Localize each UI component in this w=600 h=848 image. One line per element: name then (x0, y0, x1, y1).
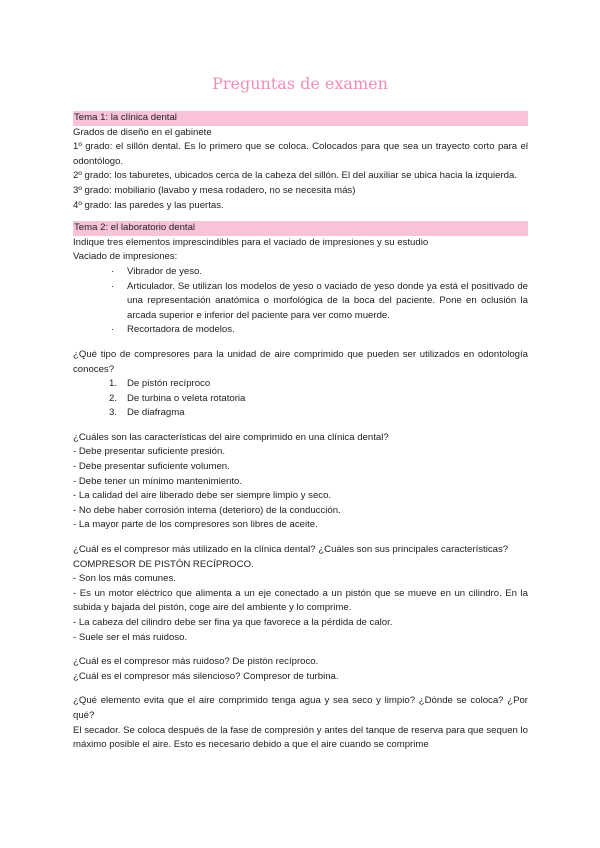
section-heading-tema1: Tema 1: la clínica dental (73, 111, 528, 126)
question-ruidoso: ¿Cuál es el compresor más ruidoso? De pistón recíproco. (73, 656, 319, 668)
answer-line: - Es un motor eléctrico que alimenta a un eje conectado a un pistón que se mueve en un cilindro. En la subida y bajada del pistón, coge aire del ambiente y lo comprime. (73, 587, 528, 614)
answer-line: - No debe haber corrosión interna (deterioro) de la conducción. (73, 504, 341, 516)
answer-line: - Debe presentar suficiente presión. (73, 446, 225, 458)
answer-line: - La calidad del aire liberado debe ser siempre limpio y seco. (73, 490, 332, 502)
bullet-icon: · (111, 324, 115, 336)
tema1-subheading: Grados de diseño en el gabinete (73, 126, 212, 138)
list-item (73, 377, 528, 392)
tema2-bullet-list (73, 265, 528, 338)
list-item-text: Articulador. Se utilizan los modelos de yeso o vaciado de yeso donde ya está el positivado de una representación anatómica o morfológica de la boca del paciente. Pone en oclusión la arcada superior e inferior del paciente para ver como muerde. (127, 280, 528, 321)
tema1-line: 1º grado: el sillón dental. Es lo primero que se coloca. Colocados para que sea un trayecto corto para el odontólogo. (73, 141, 528, 167)
list-item (73, 392, 528, 407)
list-number: 3. (109, 407, 118, 419)
list-item-text: Recortadora de modelos. (127, 324, 235, 336)
answer-line: - Son los más comunes. (73, 573, 176, 585)
tema2-intro: Vaciado de impresiones: (73, 251, 178, 263)
page-title: Preguntas de examen (212, 74, 388, 93)
answer-line: - La mayor parte de los compresores son libres de aceite. (73, 519, 318, 531)
question-secador: ¿Qué elemento evita que el aire comprimido tenga agua y sea seco y limpio? ¿Dónde se coloca? ¿Por qué? (73, 695, 528, 721)
answer-secador: El secador. Se coloca después de la fase de compresión y antes del tanque de reserva para que sequen lo máximo posible el aire. Esto es necesario debido a que el aire cuando se comprime (73, 724, 528, 751)
list-number: 1. (109, 378, 118, 390)
tema1-line: 3º grado: mobiliario (lavabo y mesa rodadero, no se necesita más) (73, 184, 356, 196)
tema2-question: Indique tres elementos imprescindibles para el vaciado de impresiones y su estudio (73, 236, 429, 248)
list-item (73, 280, 528, 324)
list-item-text: De pistón recíproco (127, 378, 211, 390)
list-item-text: De diafragma (127, 407, 185, 419)
answer-title: COMPRESOR DE PISTÓN RECÍPROCO. (73, 558, 254, 570)
list-item-text: Vibrador de yeso. (127, 265, 203, 277)
answer-line: - Suele ser el más ruidoso. (73, 631, 188, 643)
tema1-line: 2º grado: los taburetes, ubicados cerca de la cabeza del sillón. El del auxiliar se ubica hacia la izquierda. (73, 170, 518, 182)
answer-line: - La cabeza del cilindro debe ser fina ya que favorece a la pérdida de calor. (73, 617, 393, 628)
answer-line: - Debe tener un mínimo mantenimiento. (73, 475, 243, 487)
list-item-text: De turbina o veleta rotatoria (127, 392, 246, 404)
bullet-icon: · (111, 280, 115, 292)
bullet-icon: · (111, 265, 115, 277)
question-silencioso: ¿Cuál es el compresor más silencioso? Compresor de turbina. (73, 670, 339, 682)
list-number: 2. (109, 392, 118, 404)
answer-line: - Debe presentar suficiente volumen. (73, 461, 230, 473)
list-item (73, 406, 528, 421)
question-mas-utilizado: ¿Cuál es el compresor más utilizado en la clínica dental? ¿Cuáles son sus principales características? (73, 544, 509, 556)
list-item (73, 265, 528, 280)
tema1-line: 4º grado: las paredes y las puertas. (73, 199, 224, 211)
question-compresores: ¿Qué tipo de compresores para la unidad de aire comprimido que pueden ser utilizados en odontología conoces? (73, 348, 528, 375)
list-item (73, 323, 528, 338)
question-caracteristicas: ¿Cuáles son las características del aire comprimido en una clínica dental? (73, 431, 389, 443)
document-body (73, 111, 528, 753)
section-heading-tema2: Tema 2: el laboratorio dental (73, 221, 528, 236)
compresores-list (73, 377, 528, 421)
